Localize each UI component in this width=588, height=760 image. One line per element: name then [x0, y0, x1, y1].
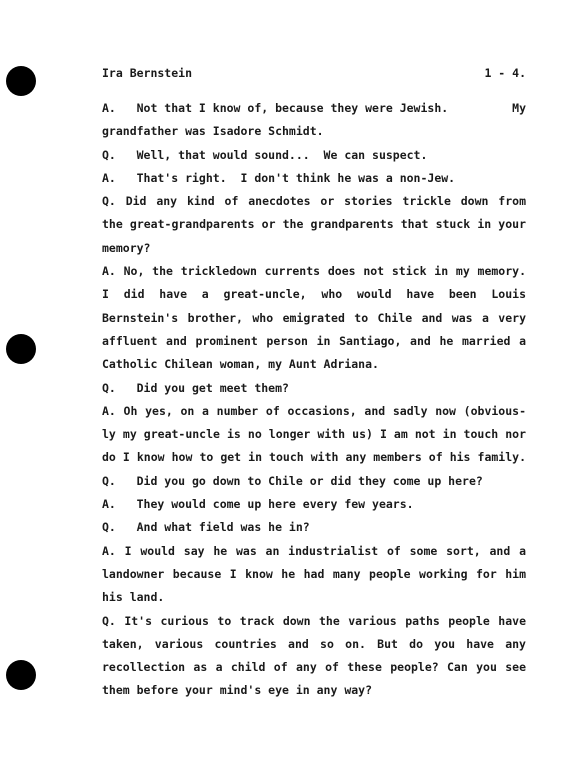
transcript-line: Q. Did you get meet them? [102, 380, 289, 395]
transcript-line: ly my great-uncle is no longer with us) I am not in touch nor [102, 427, 526, 442]
transcript-line [102, 97, 526, 120]
transcript-line: taken, various countries and so on. But do you have any [102, 636, 526, 651]
transcript-line: A. They would come up here every few years. [102, 497, 414, 512]
transcript-line: Q. Did you go down to Chile or did they come up here? [102, 473, 483, 488]
transcript-line: his land. [102, 590, 165, 605]
transcript-line: memory? [102, 240, 151, 255]
transcript-line: A. That's right. I don't think he was a non-Jew. [102, 170, 456, 185]
punch-hole [6, 334, 36, 364]
transcript-line: Bernstein's brother, who emigrated to Chile and was a very [102, 310, 526, 325]
transcript-body [102, 97, 526, 703]
transcript-line: do I know how to get in touch with any members of his family. [102, 450, 526, 465]
transcript-line: recollection as a child of any of these people? Can you see [102, 660, 526, 675]
transcript-line: landowner because I know he had many people working for him [102, 566, 526, 581]
transcript-line: grandfather was Isadore Schmidt. [102, 124, 324, 139]
transcript-line: Catholic Chilean woman, my Aunt Adriana. [102, 357, 379, 372]
transcript-line: Q. Did any kind of anecdotes or stories trickle down from [102, 194, 526, 209]
line-segment: A. Not that I know of, because they were Jewish. [102, 101, 449, 115]
transcript-line: A. I would say he was an industrialist of some sort, and a [102, 543, 526, 558]
transcript-line: A. No, the trickledown currents does not stick in my memory. [102, 264, 526, 279]
page-header [102, 66, 526, 84]
transcript-line: the great-grandparents or the grandparents that stuck in your [102, 217, 526, 232]
punch-hole [6, 660, 36, 690]
transcript-line: them before your mind's eye in any way? [102, 683, 373, 698]
transcript-line: affluent and prominent person in Santiago, and he married a [102, 333, 526, 348]
interviewee-name: Ira Bernstein [102, 66, 193, 80]
transcript-line: A. Oh yes, on a number of occasions, and sadly now (obvious- [102, 403, 526, 418]
transcript-line: I did have a great-uncle, who would have been Louis [102, 287, 526, 302]
transcript-line: Q. Well, that would sound... We can suspect. [102, 147, 428, 162]
transcript-line: Q. It's curious to track down the various paths people have [102, 613, 526, 628]
line-segment: My [512, 101, 526, 115]
page-number: 1 - 4. [484, 66, 526, 80]
transcript-line: Q. And what field was he in? [102, 520, 310, 535]
punch-hole [6, 66, 36, 96]
